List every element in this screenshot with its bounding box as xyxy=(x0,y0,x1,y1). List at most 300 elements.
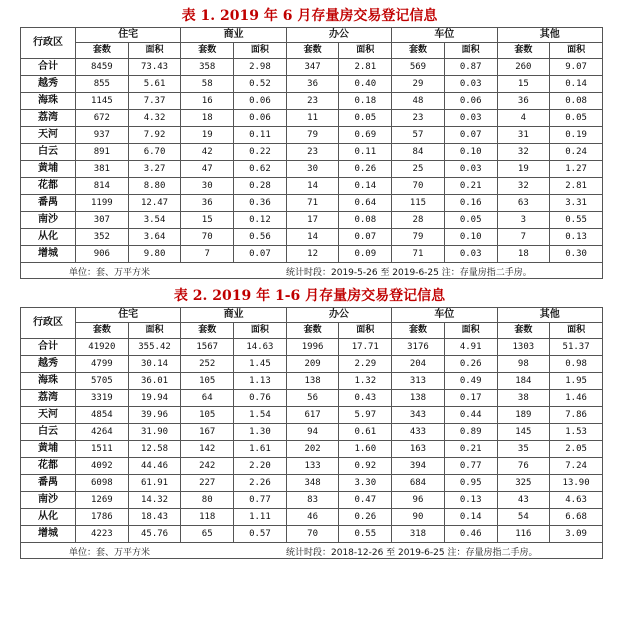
value-cell: 1.27 xyxy=(550,161,603,178)
value-cell: 0.44 xyxy=(444,407,497,424)
table-row xyxy=(21,509,603,526)
subheader-cell: 面积 xyxy=(550,323,603,339)
value-cell: 1.46 xyxy=(550,390,603,407)
value-cell: 23 xyxy=(286,93,339,110)
value-cell: 3 xyxy=(497,212,550,229)
value-cell: 6098 xyxy=(76,475,129,492)
subheader-cell: 面积 xyxy=(444,43,497,59)
district-cell: 合计 xyxy=(21,59,76,76)
district-cell: 从化 xyxy=(21,509,76,526)
value-cell: 3.30 xyxy=(339,475,392,492)
value-cell: 0.24 xyxy=(550,144,603,161)
district-cell: 天河 xyxy=(21,127,76,144)
value-cell: 4799 xyxy=(76,356,129,373)
value-cell: 0.62 xyxy=(234,161,287,178)
value-cell: 19 xyxy=(181,127,234,144)
value-cell: 43 xyxy=(497,492,550,509)
value-cell: 142 xyxy=(181,441,234,458)
value-cell: 252 xyxy=(181,356,234,373)
value-cell: 0.07 xyxy=(234,246,287,263)
value-cell: 7 xyxy=(497,229,550,246)
value-cell: 0.77 xyxy=(444,458,497,475)
value-cell: 4854 xyxy=(76,407,129,424)
value-cell: 105 xyxy=(181,407,234,424)
value-cell: 313 xyxy=(392,373,445,390)
value-cell: 1.60 xyxy=(339,441,392,458)
table-row xyxy=(21,373,603,390)
value-cell: 381 xyxy=(76,161,129,178)
value-cell: 0.18 xyxy=(339,93,392,110)
value-cell: 1.13 xyxy=(234,373,287,390)
table-row xyxy=(21,339,603,356)
table-1-footnote xyxy=(20,263,603,279)
value-cell: 39.96 xyxy=(128,407,181,424)
value-cell: 31.90 xyxy=(128,424,181,441)
value-cell: 6.68 xyxy=(550,509,603,526)
district-cell: 天河 xyxy=(21,407,76,424)
category-header: 其他 xyxy=(497,308,603,323)
value-cell: 0.07 xyxy=(339,229,392,246)
district-cell: 海珠 xyxy=(21,373,76,390)
table-row xyxy=(21,458,603,475)
table-row xyxy=(21,492,603,509)
value-cell: 30 xyxy=(181,178,234,195)
value-cell: 0.12 xyxy=(234,212,287,229)
value-cell: 3.64 xyxy=(128,229,181,246)
district-cell: 花都 xyxy=(21,458,76,475)
value-cell: 45.76 xyxy=(128,526,181,543)
subheader-cell: 面积 xyxy=(339,323,392,339)
district-cell: 番禺 xyxy=(21,195,76,212)
value-cell: 617 xyxy=(286,407,339,424)
table-row xyxy=(21,212,603,229)
subheader-cell: 套数 xyxy=(181,43,234,59)
value-cell: 96 xyxy=(392,492,445,509)
subheader-cell: 面积 xyxy=(128,43,181,59)
value-cell: 3.09 xyxy=(550,526,603,543)
value-cell: 684 xyxy=(392,475,445,492)
value-cell: 0.10 xyxy=(444,229,497,246)
subheader-cell: 套数 xyxy=(497,323,550,339)
value-cell: 1996 xyxy=(286,339,339,356)
category-header: 办公 xyxy=(286,308,391,323)
value-cell: 7.86 xyxy=(550,407,603,424)
table-row xyxy=(21,229,603,246)
value-cell: 0.09 xyxy=(339,246,392,263)
value-cell: 98 xyxy=(497,356,550,373)
value-cell: 0.05 xyxy=(444,212,497,229)
value-cell: 0.95 xyxy=(444,475,497,492)
value-cell: 0.10 xyxy=(444,144,497,161)
value-cell: 30 xyxy=(286,161,339,178)
value-cell: 71 xyxy=(392,246,445,263)
value-cell: 0.11 xyxy=(339,144,392,161)
value-cell: 8.80 xyxy=(128,178,181,195)
value-cell: 227 xyxy=(181,475,234,492)
table-1 xyxy=(20,27,603,263)
value-cell: 4.32 xyxy=(128,110,181,127)
value-cell: 18 xyxy=(181,110,234,127)
value-cell: 242 xyxy=(181,458,234,475)
value-cell: 48 xyxy=(392,93,445,110)
value-cell: 0.05 xyxy=(339,110,392,127)
value-cell: 9.80 xyxy=(128,246,181,263)
value-cell: 0.14 xyxy=(550,76,603,93)
table-row xyxy=(21,526,603,543)
value-cell: 204 xyxy=(392,356,445,373)
value-cell: 105 xyxy=(181,373,234,390)
value-cell: 17 xyxy=(286,212,339,229)
value-cell: 4.63 xyxy=(550,492,603,509)
value-cell: 163 xyxy=(392,441,445,458)
value-cell: 0.77 xyxy=(234,492,287,509)
value-cell: 56 xyxy=(286,390,339,407)
value-cell: 30.14 xyxy=(128,356,181,373)
value-cell: 57 xyxy=(392,127,445,144)
table-row xyxy=(21,475,603,492)
table-row xyxy=(21,144,603,161)
value-cell: 116 xyxy=(497,526,550,543)
value-cell: 1303 xyxy=(497,339,550,356)
value-cell: 42 xyxy=(181,144,234,161)
value-cell: 0.06 xyxy=(234,110,287,127)
value-cell: 1.95 xyxy=(550,373,603,390)
value-cell: 1567 xyxy=(181,339,234,356)
header-row xyxy=(21,28,603,43)
value-cell: 118 xyxy=(181,509,234,526)
value-cell: 0.08 xyxy=(339,212,392,229)
value-cell: 7.92 xyxy=(128,127,181,144)
subheader-cell: 面积 xyxy=(234,43,287,59)
table-row xyxy=(21,59,603,76)
value-cell: 41920 xyxy=(76,339,129,356)
value-cell: 80 xyxy=(181,492,234,509)
subheader-cell: 套数 xyxy=(392,43,445,59)
value-cell: 35 xyxy=(497,441,550,458)
value-cell: 355.42 xyxy=(128,339,181,356)
value-cell: 3.27 xyxy=(128,161,181,178)
value-cell: 11 xyxy=(286,110,339,127)
value-cell: 1.45 xyxy=(234,356,287,373)
subheader-cell: 套数 xyxy=(76,323,129,339)
district-cell: 海珠 xyxy=(21,93,76,110)
value-cell: 4 xyxy=(497,110,550,127)
district-cell: 黄埔 xyxy=(21,441,76,458)
value-cell: 115 xyxy=(392,195,445,212)
district-cell: 增城 xyxy=(21,246,76,263)
value-cell: 7.24 xyxy=(550,458,603,475)
value-cell: 0.76 xyxy=(234,390,287,407)
value-cell: 32 xyxy=(497,178,550,195)
value-cell: 15 xyxy=(181,212,234,229)
value-cell: 0.28 xyxy=(234,178,287,195)
value-cell: 47 xyxy=(181,161,234,178)
value-cell: 54 xyxy=(497,509,550,526)
value-cell: 358 xyxy=(181,59,234,76)
value-cell: 1.30 xyxy=(234,424,287,441)
value-cell: 138 xyxy=(392,390,445,407)
table-row xyxy=(21,356,603,373)
value-cell: 184 xyxy=(497,373,550,390)
value-cell: 0.03 xyxy=(444,161,497,178)
table-row xyxy=(21,441,603,458)
value-cell: 23 xyxy=(286,144,339,161)
table-row xyxy=(21,407,603,424)
value-cell: 1199 xyxy=(76,195,129,212)
value-cell: 25 xyxy=(392,161,445,178)
subheader-cell: 面积 xyxy=(128,323,181,339)
value-cell: 0.06 xyxy=(234,93,287,110)
value-cell: 73.43 xyxy=(128,59,181,76)
value-cell: 672 xyxy=(76,110,129,127)
value-cell: 0.16 xyxy=(444,195,497,212)
value-cell: 0.19 xyxy=(550,127,603,144)
value-cell: 1.32 xyxy=(339,373,392,390)
table-row xyxy=(21,178,603,195)
category-header: 商业 xyxy=(181,28,286,43)
subheader-row xyxy=(21,323,603,339)
value-cell: 14 xyxy=(286,178,339,195)
value-cell: 19 xyxy=(497,161,550,178)
category-header: 车位 xyxy=(392,308,497,323)
value-cell: 2.05 xyxy=(550,441,603,458)
district-cell: 南沙 xyxy=(21,492,76,509)
value-cell: 0.55 xyxy=(550,212,603,229)
value-cell: 17.71 xyxy=(339,339,392,356)
value-cell: 348 xyxy=(286,475,339,492)
value-cell: 0.26 xyxy=(339,509,392,526)
value-cell: 1511 xyxy=(76,441,129,458)
value-cell: 76 xyxy=(497,458,550,475)
value-cell: 814 xyxy=(76,178,129,195)
value-cell: 64 xyxy=(181,390,234,407)
value-cell: 94 xyxy=(286,424,339,441)
value-cell: 7.37 xyxy=(128,93,181,110)
value-cell: 32 xyxy=(497,144,550,161)
value-cell: 3176 xyxy=(392,339,445,356)
table-row xyxy=(21,424,603,441)
value-cell: 7 xyxy=(181,246,234,263)
value-cell: 0.26 xyxy=(444,356,497,373)
table-2-period-note: 统计时段：2018-12-26 至 2019-6-25 注：存量房指二手房。 xyxy=(286,548,538,558)
category-header: 住宅 xyxy=(76,308,181,323)
value-cell: 14 xyxy=(286,229,339,246)
value-cell: 0.61 xyxy=(339,424,392,441)
value-cell: 0.21 xyxy=(444,441,497,458)
table-row xyxy=(21,93,603,110)
value-cell: 0.11 xyxy=(234,127,287,144)
value-cell: 3.54 xyxy=(128,212,181,229)
district-cell: 黄埔 xyxy=(21,161,76,178)
value-cell: 4092 xyxy=(76,458,129,475)
value-cell: 18.43 xyxy=(128,509,181,526)
value-cell: 70 xyxy=(392,178,445,195)
table-2-unit-note: 单位：套、万平方米 xyxy=(69,548,151,558)
value-cell: 9.07 xyxy=(550,59,603,76)
value-cell: 36 xyxy=(181,195,234,212)
value-cell: 2.81 xyxy=(339,59,392,76)
value-cell: 36.01 xyxy=(128,373,181,390)
value-cell: 347 xyxy=(286,59,339,76)
value-cell: 906 xyxy=(76,246,129,263)
district-cell: 南沙 xyxy=(21,212,76,229)
table-1-title: 表 1. 2019 年 6 月存量房交易登记信息 xyxy=(181,8,438,24)
value-cell: 2.98 xyxy=(234,59,287,76)
value-cell: 937 xyxy=(76,127,129,144)
value-cell: 0.13 xyxy=(550,229,603,246)
value-cell: 0.14 xyxy=(339,178,392,195)
value-cell: 0.05 xyxy=(550,110,603,127)
district-column-header: 行政区 xyxy=(21,308,76,339)
value-cell: 4223 xyxy=(76,526,129,543)
value-cell: 0.13 xyxy=(444,492,497,509)
value-cell: 4264 xyxy=(76,424,129,441)
district-cell: 越秀 xyxy=(21,76,76,93)
header-row xyxy=(21,308,603,323)
table-row xyxy=(21,246,603,263)
subheader-cell: 套数 xyxy=(497,43,550,59)
value-cell: 0.98 xyxy=(550,356,603,373)
value-cell: 318 xyxy=(392,526,445,543)
value-cell: 0.43 xyxy=(339,390,392,407)
value-cell: 1786 xyxy=(76,509,129,526)
value-cell: 4.91 xyxy=(444,339,497,356)
value-cell: 28 xyxy=(392,212,445,229)
subheader-cell: 面积 xyxy=(339,43,392,59)
value-cell: 2.29 xyxy=(339,356,392,373)
value-cell: 0.30 xyxy=(550,246,603,263)
category-header: 车位 xyxy=(392,28,497,43)
district-cell: 番禺 xyxy=(21,475,76,492)
district-cell: 白云 xyxy=(21,144,76,161)
value-cell: 1269 xyxy=(76,492,129,509)
value-cell: 90 xyxy=(392,509,445,526)
value-cell: 23 xyxy=(392,110,445,127)
value-cell: 58 xyxy=(181,76,234,93)
value-cell: 0.03 xyxy=(444,76,497,93)
value-cell: 83 xyxy=(286,492,339,509)
value-cell: 12 xyxy=(286,246,339,263)
value-cell: 14.63 xyxy=(234,339,287,356)
value-cell: 14.32 xyxy=(128,492,181,509)
value-cell: 0.03 xyxy=(444,110,497,127)
category-header: 办公 xyxy=(286,28,391,43)
value-cell: 307 xyxy=(76,212,129,229)
value-cell: 51.37 xyxy=(550,339,603,356)
table-row xyxy=(21,76,603,93)
table-row xyxy=(21,127,603,144)
value-cell: 0.22 xyxy=(234,144,287,161)
value-cell: 0.92 xyxy=(339,458,392,475)
value-cell: 12.47 xyxy=(128,195,181,212)
value-cell: 145 xyxy=(497,424,550,441)
value-cell: 891 xyxy=(76,144,129,161)
value-cell: 79 xyxy=(392,229,445,246)
value-cell: 44.46 xyxy=(128,458,181,475)
value-cell: 5.97 xyxy=(339,407,392,424)
district-cell: 白云 xyxy=(21,424,76,441)
value-cell: 79 xyxy=(286,127,339,144)
value-cell: 63 xyxy=(497,195,550,212)
value-cell: 0.40 xyxy=(339,76,392,93)
value-cell: 36 xyxy=(286,76,339,93)
value-cell: 352 xyxy=(76,229,129,246)
subheader-cell: 套数 xyxy=(286,323,339,339)
value-cell: 84 xyxy=(392,144,445,161)
value-cell: 0.26 xyxy=(339,161,392,178)
value-cell: 202 xyxy=(286,441,339,458)
value-cell: 13.90 xyxy=(550,475,603,492)
value-cell: 38 xyxy=(497,390,550,407)
value-cell: 0.47 xyxy=(339,492,392,509)
value-cell: 0.49 xyxy=(444,373,497,390)
district-cell: 越秀 xyxy=(21,356,76,373)
value-cell: 189 xyxy=(497,407,550,424)
subheader-cell: 套数 xyxy=(76,43,129,59)
subheader-cell: 套数 xyxy=(392,323,445,339)
value-cell: 1.53 xyxy=(550,424,603,441)
value-cell: 0.17 xyxy=(444,390,497,407)
value-cell: 8459 xyxy=(76,59,129,76)
value-cell: 433 xyxy=(392,424,445,441)
value-cell: 1.54 xyxy=(234,407,287,424)
value-cell: 71 xyxy=(286,195,339,212)
value-cell: 209 xyxy=(286,356,339,373)
value-cell: 0.07 xyxy=(444,127,497,144)
value-cell: 12.58 xyxy=(128,441,181,458)
value-cell: 569 xyxy=(392,59,445,76)
value-cell: 0.64 xyxy=(339,195,392,212)
value-cell: 5.61 xyxy=(128,76,181,93)
district-cell: 从化 xyxy=(21,229,76,246)
value-cell: 0.21 xyxy=(444,178,497,195)
value-cell: 3319 xyxy=(76,390,129,407)
value-cell: 138 xyxy=(286,373,339,390)
value-cell: 325 xyxy=(497,475,550,492)
value-cell: 0.46 xyxy=(444,526,497,543)
subheader-cell: 面积 xyxy=(444,323,497,339)
district-cell: 增城 xyxy=(21,526,76,543)
value-cell: 0.69 xyxy=(339,127,392,144)
value-cell: 0.89 xyxy=(444,424,497,441)
value-cell: 70 xyxy=(286,526,339,543)
value-cell: 3.31 xyxy=(550,195,603,212)
value-cell: 260 xyxy=(497,59,550,76)
table-row xyxy=(21,161,603,178)
category-header: 其他 xyxy=(497,28,603,43)
subheader-cell: 套数 xyxy=(286,43,339,59)
district-cell: 合计 xyxy=(21,339,76,356)
table-2 xyxy=(20,307,603,543)
value-cell: 855 xyxy=(76,76,129,93)
value-cell: 36 xyxy=(497,93,550,110)
value-cell: 167 xyxy=(181,424,234,441)
table-row xyxy=(21,195,603,212)
table-1-unit-note: 单位：套、万平方米 xyxy=(69,268,151,278)
value-cell: 0.08 xyxy=(550,93,603,110)
district-column-header: 行政区 xyxy=(21,28,76,59)
value-cell: 15 xyxy=(497,76,550,93)
subheader-cell: 套数 xyxy=(181,323,234,339)
table-2-title: 表 2. 2019 年 1-6 月存量房交易登记信息 xyxy=(173,288,446,304)
value-cell: 5705 xyxy=(76,373,129,390)
value-cell: 19.94 xyxy=(128,390,181,407)
subheader-cell: 面积 xyxy=(550,43,603,59)
subheader-row xyxy=(21,43,603,59)
value-cell: 29 xyxy=(392,76,445,93)
value-cell: 0.56 xyxy=(234,229,287,246)
value-cell: 2.20 xyxy=(234,458,287,475)
